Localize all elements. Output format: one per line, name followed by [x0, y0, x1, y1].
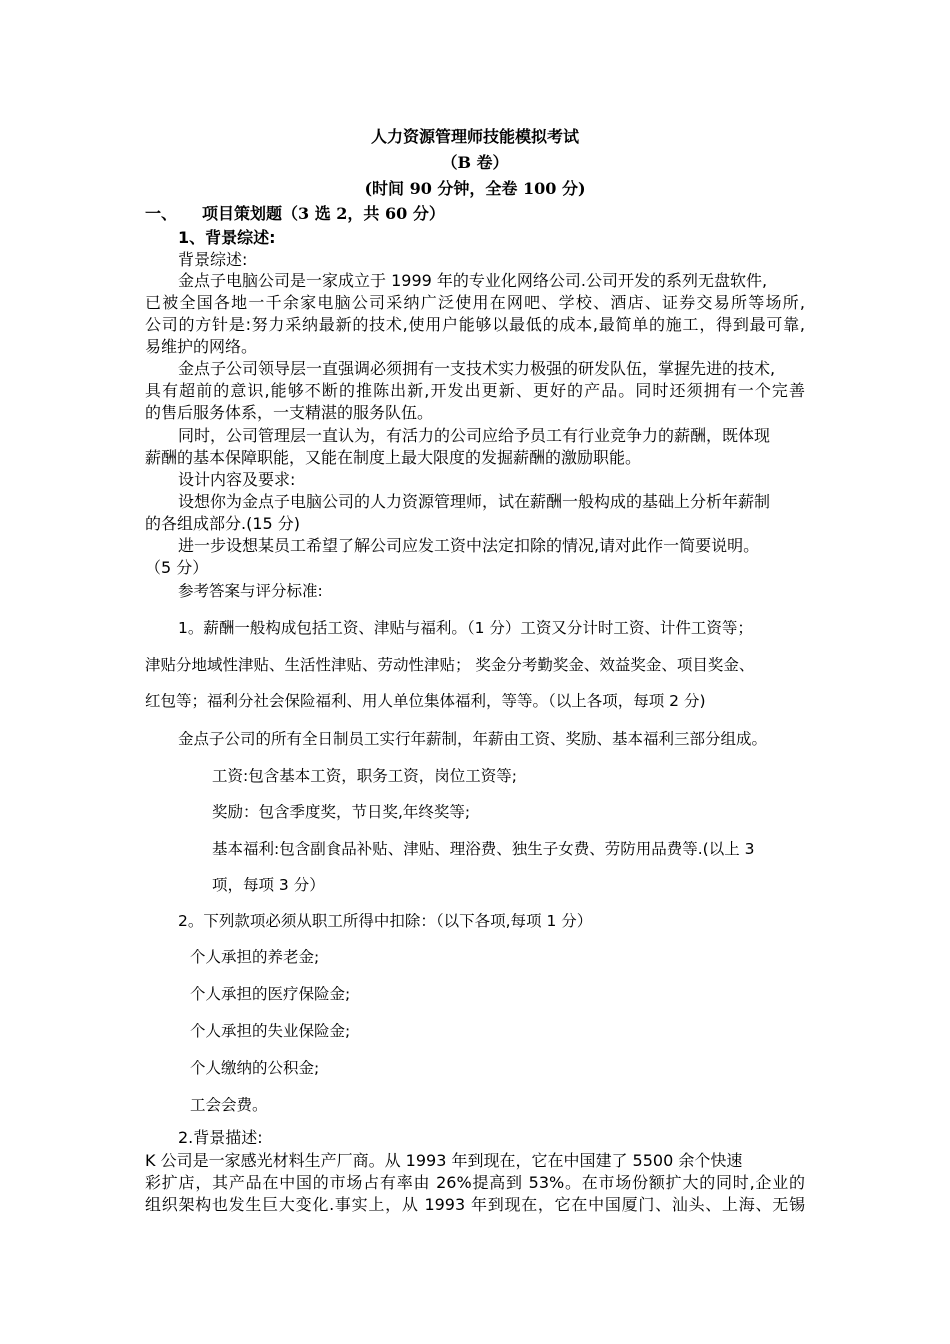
deduction-item: 工会会费。: [190, 1096, 268, 1114]
paragraph-line: 具有超前的意识,能够不断的推陈出新,开发出更新、更好的产品。同时还须拥有一个完善: [145, 381, 805, 400]
paragraph-line: 金点子公司领导层一直强调必须拥有一支技术实力极强的研发队伍，掌握先进的技术,: [178, 359, 776, 378]
answer-line: 津贴分地域性津贴、生活性津贴、劳动性津贴； 奖金分考勤奖金、效益奖金、项目奖金、: [145, 656, 755, 674]
design-label: 设计内容及要求:: [178, 470, 296, 489]
section-number: 一、: [145, 204, 178, 223]
requirement-line: 的各组成部分.(15 分): [145, 514, 301, 533]
deduction-item: 个人承担的养老金;: [190, 948, 320, 966]
deduction-item: 个人承担的失业保险金;: [190, 1022, 351, 1040]
paragraph-line: 金点子电脑公司是一家成立于 1999 年的专业化网络公司.公司开发的系列无盘软件,: [178, 271, 768, 290]
doc-title: 人力资源管理师技能模拟考试: [370, 127, 579, 146]
paragraph-line: 易维护的网络。: [145, 337, 258, 356]
question1-heading: 1、背景综述:: [178, 228, 276, 247]
background-label: 背景综述:: [178, 250, 248, 269]
exam-info: (时间 90 分钟，全卷 100 分): [364, 179, 586, 198]
requirement-line: （5 分）: [145, 558, 209, 577]
answer-label: 参考答案与评分标准:: [178, 582, 323, 600]
requirement-line: 进一步设想某员工希望了解公司应发工资中法定扣除的情况,请对此作一简要说明。: [178, 536, 760, 555]
answer-line: 金点子公司的所有全日制员工实行年薪制，年薪由工资、奖励、基本福利三部分组成。: [178, 730, 768, 748]
paragraph-line: 组织架构也发生巨大变化.事实上，从 1993 年到现在，它在中国厦门、汕头、上海、无锡: [145, 1195, 805, 1214]
answer-line: 红包等；福利分社会保险福利、用人单位集体福利，等等。（以上各项，每项 2 分): [145, 692, 706, 710]
answer-line: 1。薪酬一般构成包括工资、津贴与福利。（1 分）工资又分计时工资、计件工资等；: [178, 619, 753, 637]
paragraph-line: 公司的方针是:努力采纳最新的技术,使用户能够以最低的成本,最简单的施工，得到最可靠,: [145, 315, 805, 334]
deduction-item: 个人承担的医疗保险金;: [190, 985, 351, 1003]
paragraph-line: 的售后服务体系，一支精湛的服务队伍。: [145, 403, 434, 422]
answer-item: 基本福利:包含副食品补贴、津贴、理浴费、独生子女费、劳防用品费等.(以上 3: [212, 840, 755, 858]
answer-item: 项，每项 3 分）: [212, 876, 325, 894]
answer-item: 工资:包含基本工资，职务工资，岗位工资等;: [212, 767, 517, 785]
doc-subtitle: （B 卷）: [441, 153, 509, 172]
paragraph-line: 薪酬的基本保障职能，又能在制度上最大限度的发掘薪酬的激励职能。: [145, 448, 642, 467]
paragraph-line: 已被全国各地一千余家电脑公司采纳广泛使用在网吧、学校、酒店、证券交易所等场所,: [145, 293, 805, 312]
question2-heading: 2.背景描述:: [178, 1128, 263, 1147]
deduction-item: 个人缴纳的公积金;: [190, 1059, 320, 1077]
section-heading: 项目策划题（3 选 2，共 60 分）: [202, 204, 445, 223]
requirement-line: 设想你为金点子电脑公司的人力资源管理师，试在薪酬一般构成的基础上分析年薪制: [178, 492, 771, 511]
paragraph-line: 彩扩店，其产品在中国的市场占有率由 26%提高到 53%。在市场份额扩大的同时,企业的: [145, 1173, 805, 1192]
answer-item: 奖励：包含季度奖，节日奖,年终奖等;: [212, 803, 471, 821]
answer-line: 2。下列款项必须从职工所得中扣除：（以下各项,每项 1 分）: [178, 912, 593, 930]
paragraph-line: K 公司是一家感光材料生产厂商。从 1993 年到现在，它在中国建了 5500 余个快速: [145, 1151, 743, 1170]
paragraph-line: 同时，公司管理层一直认为，有活力的公司应给予员工有行业竞争力的薪酬，既体现: [178, 426, 771, 445]
